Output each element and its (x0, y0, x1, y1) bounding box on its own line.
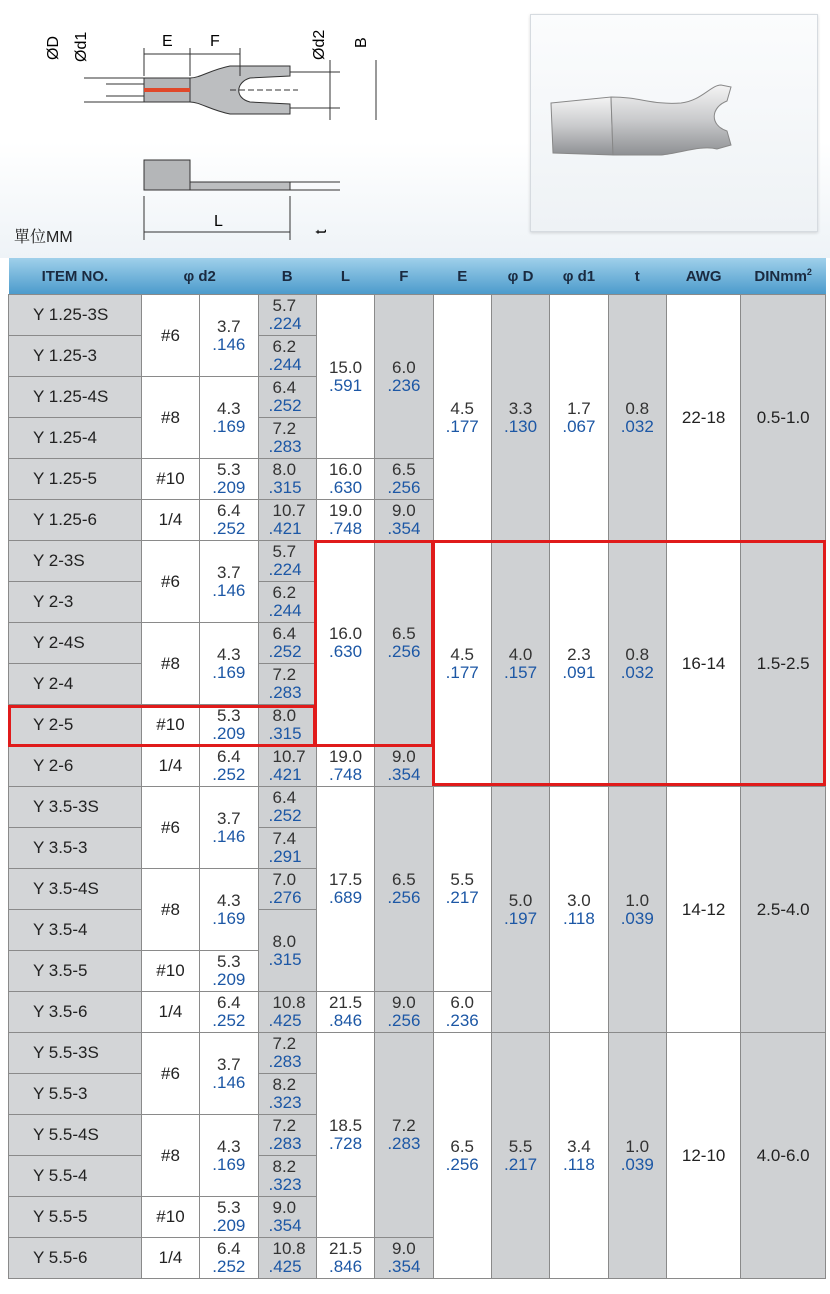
f-value: 6.0 .236 (375, 295, 433, 459)
l-value: 21.5 .846 (316, 992, 374, 1033)
l-value: 15.0 .591 (316, 295, 374, 459)
item-no: Y 2-4 (9, 664, 142, 705)
d2-value: 6.4 .252 (200, 1238, 258, 1279)
t-value: 1.0 .039 (608, 1033, 666, 1279)
t-value: 0.8 .032 (608, 295, 666, 541)
f-value: 9.0 .354 (375, 746, 433, 787)
f-label: F (210, 33, 220, 50)
item-no: Y 5.5-4S (9, 1115, 142, 1156)
b-value: 5.7 .224 (258, 541, 316, 582)
b-value: 8.2 .323 (258, 1156, 316, 1197)
item-no: Y 3.5-4 (9, 910, 142, 951)
od1-label: Ød1 (73, 31, 90, 62)
col-t: t (608, 258, 666, 295)
b-value: 6.2 .244 (258, 336, 316, 377)
b-value: 7.4 .291 (258, 828, 316, 869)
item-no: Y 5.5-3 (9, 1074, 142, 1115)
item-no: Y 1.25-3S (9, 295, 142, 336)
col-item: ITEM NO. (9, 258, 142, 295)
screw-size: #10 (141, 459, 199, 500)
e-value: 5.5 .217 (433, 787, 491, 992)
highlight-l-f-block (314, 540, 434, 747)
screw-size: #6 (141, 541, 199, 623)
item-no: Y 5.5-5 (9, 1197, 142, 1238)
col-b: B (258, 258, 316, 295)
awg-value: 22-18 (666, 295, 740, 541)
b-value: 8.2 .323 (258, 1074, 316, 1115)
item-no: Y 5.5-3S (9, 1033, 142, 1074)
table-row (9, 295, 826, 336)
d2-value: 3.7 .146 (200, 1033, 258, 1115)
col-awg: AWG (666, 258, 740, 295)
b-value: 10.8 .425 (258, 992, 316, 1033)
b-value: 7.2 .283 (258, 664, 316, 705)
col-e: E (433, 258, 491, 295)
header-row (9, 258, 826, 295)
l-value: 16.0 .630 (316, 459, 374, 500)
b-value: 6.4 .252 (258, 377, 316, 418)
screw-size: #10 (141, 951, 199, 992)
od-value: 5.5 .217 (491, 1033, 549, 1279)
table-row (9, 787, 826, 828)
d2-value: 3.7 .146 (200, 541, 258, 623)
od1-value: 3.0 .118 (550, 787, 608, 1033)
b-value: 10.7 .421 (258, 500, 316, 541)
highlight-y2-5-row (8, 705, 316, 747)
awg-value: 14-12 (666, 787, 740, 1033)
col-din (741, 258, 826, 295)
col-od1: φ d1 (550, 258, 608, 295)
col-d2: φ d2 (141, 258, 258, 295)
b-value: 9.0 .354 (258, 1197, 316, 1238)
d2-value: 6.4 .252 (200, 992, 258, 1033)
f-value: 9.0 .354 (375, 1238, 433, 1279)
item-no: Y 3.5-5 (9, 951, 142, 992)
item-no: Y 5.5-6 (9, 1238, 142, 1279)
item-no: Y 3.5-4S (9, 869, 142, 910)
awg-value: 12-10 (666, 1033, 740, 1279)
l-value: 16.0 .630 (316, 541, 374, 746)
b-value: 7.2 .283 (258, 418, 316, 459)
t-value: 0.8 .032 (608, 541, 666, 787)
od-label: ØD (45, 36, 62, 60)
awg-value: 16-14 (666, 541, 740, 787)
din-superscript: 2 (806, 267, 812, 277)
od-value: 3.3 .130 (491, 295, 549, 541)
highlight-spec-block (432, 540, 826, 786)
f-value: 9.0 .256 (375, 992, 433, 1033)
d2-value: 5.3 .209 (200, 1197, 258, 1238)
b-value: 10.7 .421 (258, 746, 316, 787)
f-value: 6.5 .256 (375, 459, 433, 500)
b-label: B (353, 37, 370, 48)
d2-value: 6.4 .252 (200, 746, 258, 787)
b-value: 8.0 .315 (258, 910, 316, 992)
screw-size: #6 (141, 295, 199, 377)
d2-value: 6.4 .252 (200, 500, 258, 541)
t-value: 1.0 .039 (608, 787, 666, 1033)
b-value: 7.2 .283 (258, 1115, 316, 1156)
screw-size: #10 (141, 1197, 199, 1238)
item-no: Y 3.5-6 (9, 992, 142, 1033)
b-value: 6.4 .252 (258, 787, 316, 828)
l-label: L (214, 213, 223, 230)
item-no: Y 3.5-3S (9, 787, 142, 828)
b-value: 6.4 .252 (258, 623, 316, 664)
f-value: 9.0 .354 (375, 500, 433, 541)
item-no: Y 1.25-3 (9, 336, 142, 377)
item-no: Y 2-6 (9, 746, 142, 787)
unit-label: 單位MM (14, 229, 73, 246)
b-value: 8.0 .315 (258, 705, 316, 746)
l-value: 17.5 .689 (316, 787, 374, 992)
screw-size: #8 (141, 869, 199, 951)
d2-value: 4.3 .169 (200, 623, 258, 705)
screw-size: #8 (141, 377, 199, 459)
od-value: 4.0 .157 (491, 541, 549, 787)
l-value: 19.0 .748 (316, 746, 374, 787)
item-no: Y 1.25-5 (9, 459, 142, 500)
e-value: 6.5 .256 (433, 1033, 491, 1279)
d2-value: 5.3 .209 (200, 951, 258, 992)
b-value: 7.0 .276 (258, 869, 316, 910)
od-value: 5.0 .197 (491, 787, 549, 1033)
item-no: Y 1.25-6 (9, 500, 142, 541)
col-f: F (375, 258, 433, 295)
e-value: 4.5 .177 (433, 541, 491, 787)
b-value: 5.7 .224 (258, 295, 316, 336)
terminal-dimension-diagram (40, 20, 400, 250)
item-no: Y 1.25-4S (9, 377, 142, 418)
din-value: 1.5-2.5 (741, 541, 826, 787)
l-value: 18.5 .728 (316, 1033, 374, 1238)
item-no: Y 1.25-4 (9, 418, 142, 459)
item-no: Y 3.5-3 (9, 828, 142, 869)
item-no: Y 2-3S (9, 541, 142, 582)
item-no: Y 2-4S (9, 623, 142, 664)
din-label: DINmm (754, 268, 807, 285)
screw-size: #8 (141, 623, 199, 705)
d2-value: 3.7 .146 (200, 295, 258, 377)
f-value: 6.5 .256 (375, 541, 433, 746)
d2-value: 3.7 .146 (200, 787, 258, 869)
item-no: Y 2-5 (9, 705, 142, 746)
screw-size: 1/4 (141, 746, 199, 787)
e-label: E (162, 33, 173, 50)
d2-value: 4.3 .169 (200, 1115, 258, 1197)
od2-label: Ød2 (311, 29, 328, 60)
screw-size: #8 (141, 1115, 199, 1197)
d2-value: 5.3 .209 (200, 459, 258, 500)
screw-size: 1/4 (141, 500, 199, 541)
f-value: 7.2 .283 (375, 1033, 433, 1238)
d2-value: 4.3 .169 (200, 869, 258, 951)
od1-value: 3.4 .118 (550, 1033, 608, 1279)
t-label: t (313, 229, 330, 234)
e-value: 6.0 .236 (433, 992, 491, 1033)
spade-terminal-image (531, 15, 817, 231)
screw-size: #6 (141, 787, 199, 869)
item-no: Y 5.5-4 (9, 1156, 142, 1197)
f-value: 6.5 .256 (375, 787, 433, 992)
od1-value: 2.3 .091 (550, 541, 608, 787)
din-value: 2.5-4.0 (741, 787, 826, 1033)
b-value: 7.2 .283 (258, 1033, 316, 1074)
d2-value: 5.3 .209 (200, 705, 258, 746)
b-value: 8.0 .315 (258, 459, 316, 500)
l-value: 19.0 .748 (316, 500, 374, 541)
b-value: 6.2 .244 (258, 582, 316, 623)
item-no: Y 2-3 (9, 582, 142, 623)
col-od: φ D (491, 258, 549, 295)
product-photo (530, 14, 818, 232)
screw-size: 1/4 (141, 1238, 199, 1279)
d2-value: 4.3 .169 (200, 377, 258, 459)
col-l: L (316, 258, 374, 295)
l-value: 21.5 .846 (316, 1238, 374, 1279)
din-value: 0.5-1.0 (741, 295, 826, 541)
screw-size: #10 (141, 705, 199, 746)
e-value: 4.5 .177 (433, 295, 491, 541)
b-value: 10.8 .425 (258, 1238, 316, 1279)
screw-size: 1/4 (141, 992, 199, 1033)
screw-size: #6 (141, 1033, 199, 1115)
od1-value: 1.7 .067 (550, 295, 608, 541)
din-value: 4.0-6.0 (741, 1033, 826, 1279)
table-row (9, 1033, 826, 1074)
header-area (0, 0, 830, 258)
